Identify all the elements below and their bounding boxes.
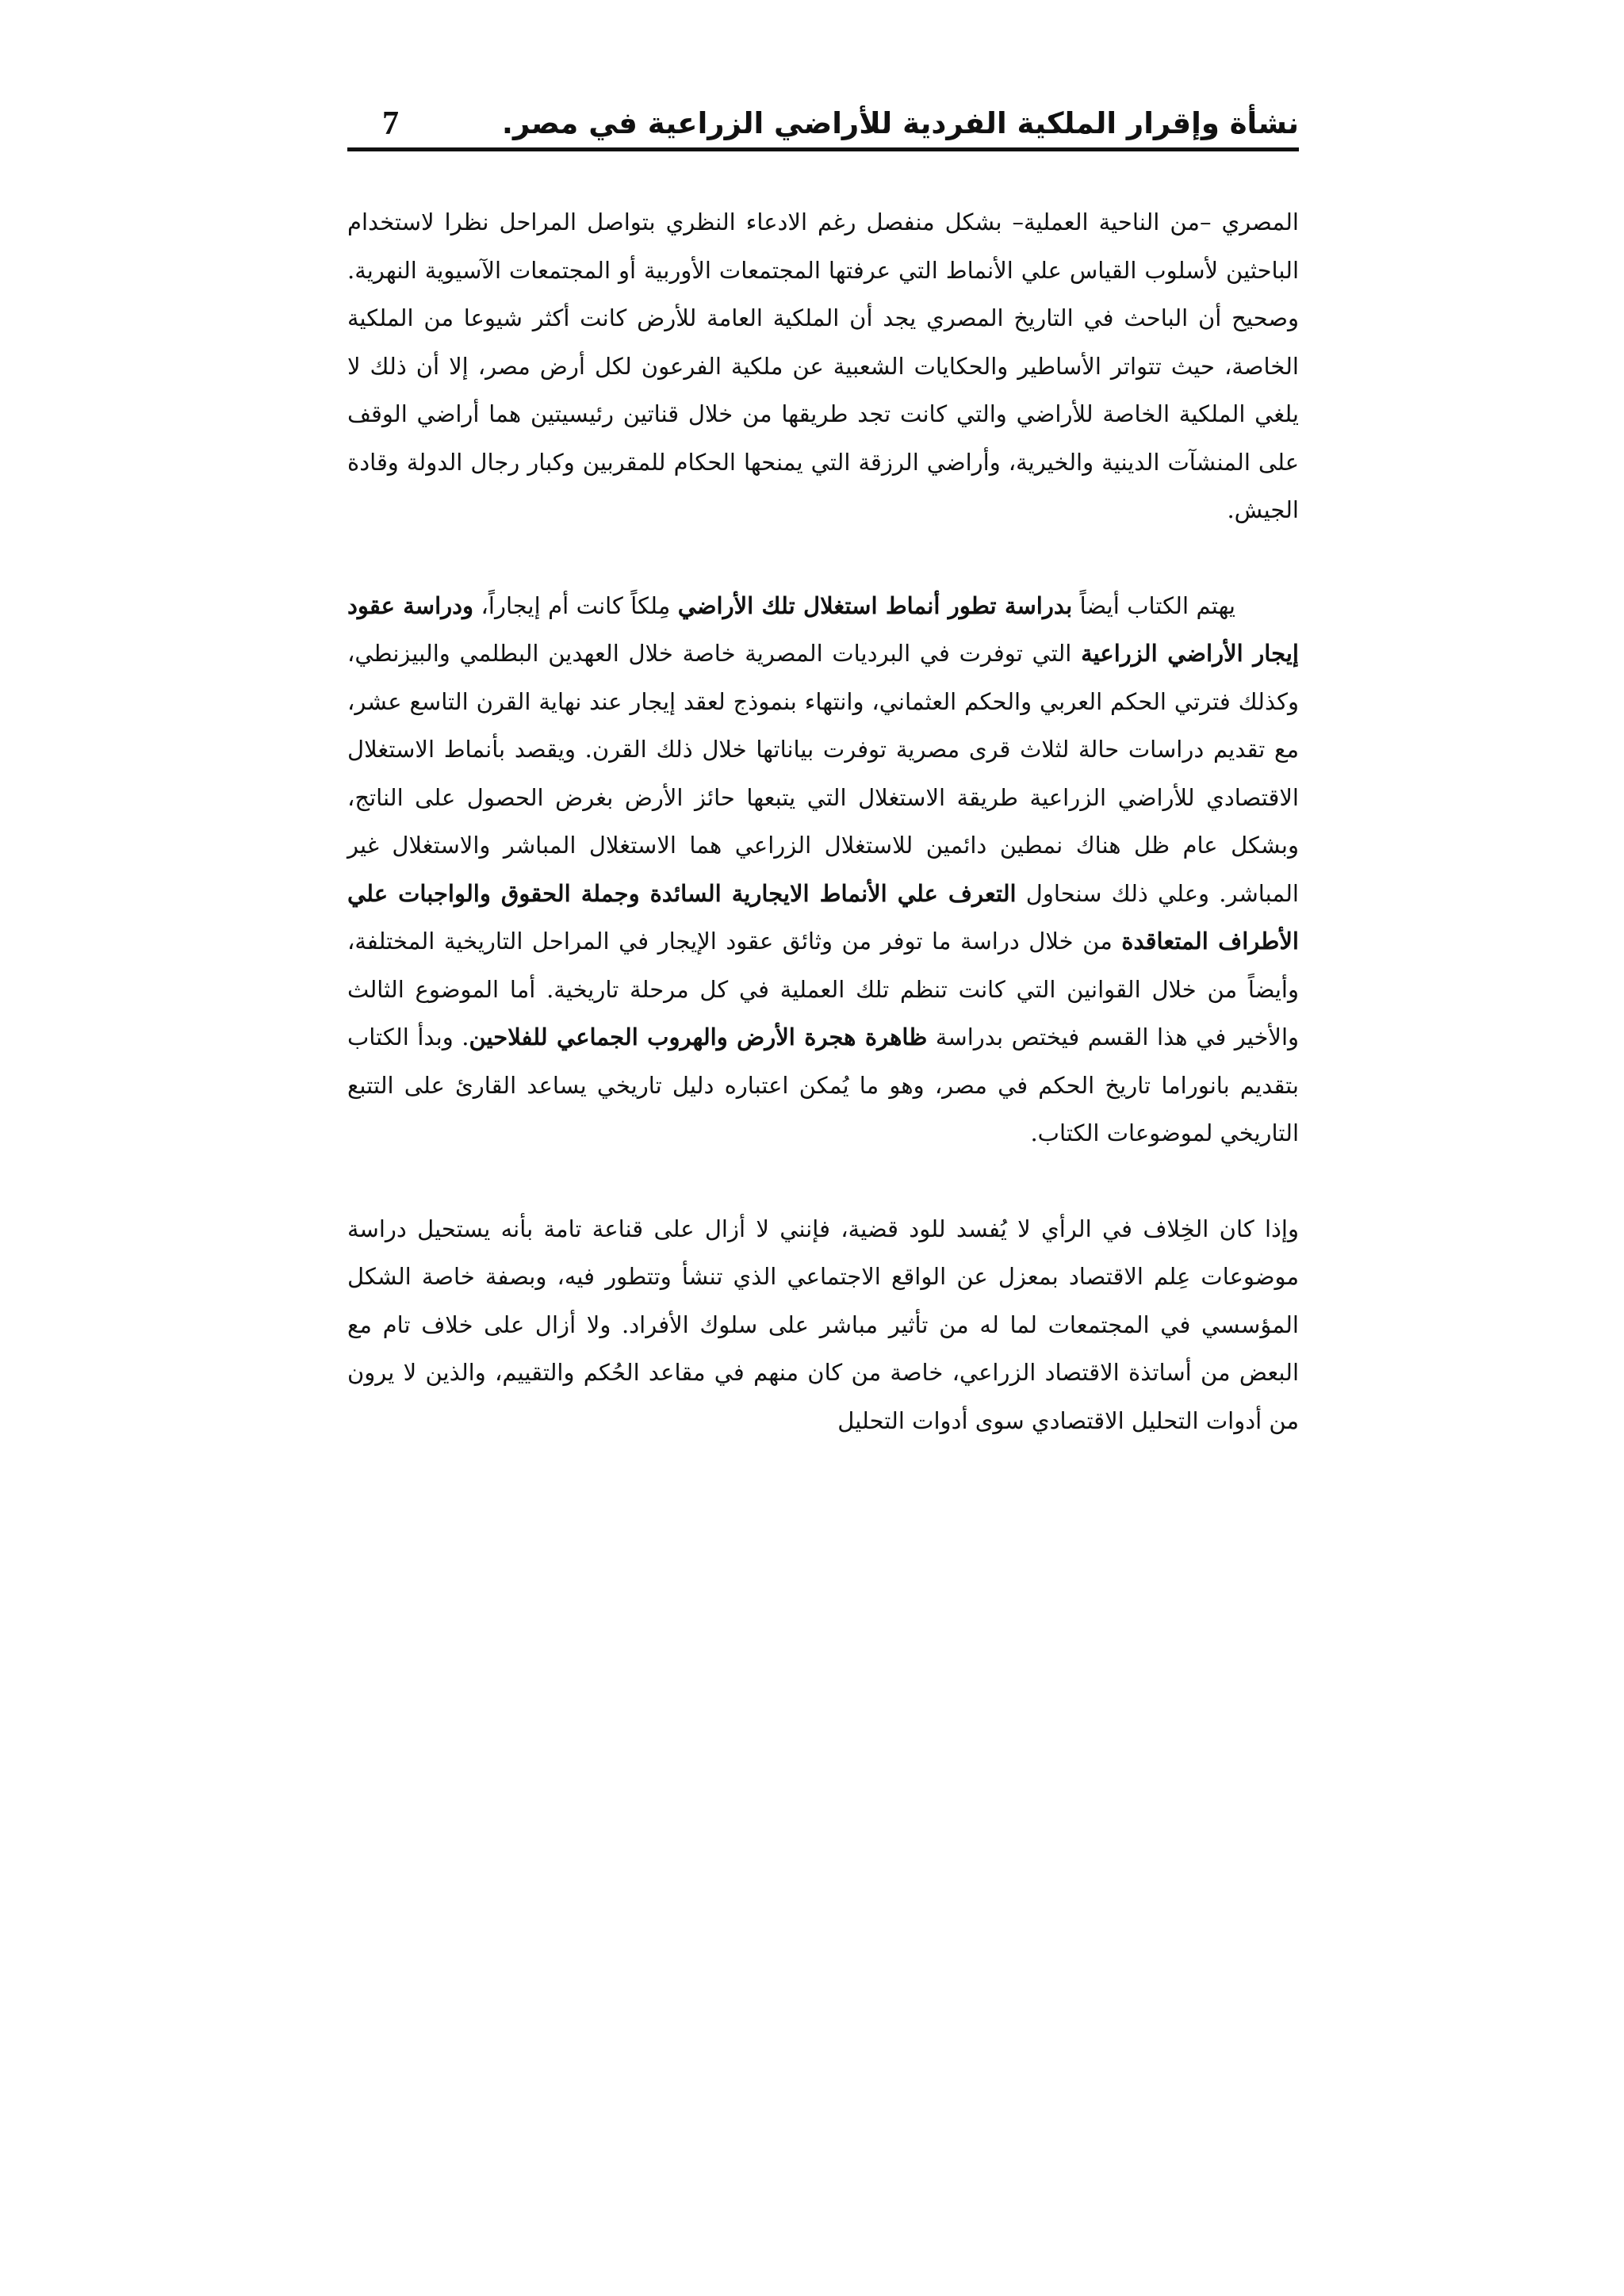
paragraph-3 bbox=[347, 1205, 1299, 1445]
body-text bbox=[347, 198, 1299, 1492]
paragraph-2-segment: التي توفرت في البرديات المصرية خاصة خلال العهدين البطلمي والبيزنطي، وكذلك فترتي الحكم العربي والحكم العثماني، وانتهاء بنموذج لعقد إيجار عند نهاية القرن التاسع عشر، مع تقديم دراسات حالة لثلاث قرى مصرية توفرت بياناتها خلال ذلك القرن. ويقصد بأنماط الاستغلال الاقتصادي للأراضي الزراعية طريقة الاستغلال التي يتبعها حائز الأرض بغرض الحصول على الناتج، وبشكل عام ظل هناك نمطين دائمين للاستغلال الزراعي هما الاستغلال المباشر والاستغلال غير المباشر. وعلي ذلك سنحاول bbox=[347, 640, 1299, 907]
page-number: 7 bbox=[382, 105, 399, 142]
paragraph-2 bbox=[347, 582, 1299, 1158]
paragraph-1 bbox=[347, 198, 1299, 534]
paragraph-2-segment: من خلال دراسة ما توفر من وثائق عقود الإيجار في المراحل التاريخية المختلفة، وأيضاً من خلال القوانين التي كانت تنظم تلك العملية في كل مرحلة تاريخية. أما الموضوع الثالث والأخير في هذا القسم فيختص بدراسة bbox=[347, 928, 1300, 1050]
paragraph-2-bold-phrase: ظاهرة هجرة الأرض والهروب الجماعي للفلاحين bbox=[469, 1024, 928, 1050]
paragraph-3-text: وإذا كان الخِلاف في الرأي لا يُفسد للود قضية، فإنني لا أزال على قناعة تامة بأنه يستحيل دراسة موضوعات عِلم الاقتصاد بمعزل عن الواقع الاجتماعي الذي تنشأ وتتطور فيه، وبصفة خاصة الشكل المؤسسي في المجتمعات لما له من تأثير مباشر على سلوك الأفراد. ولا أزال على خلاف تام مع البعض من أساتذة الاقتصاد الزراعي، خاصة من كان منهم في مقاعد الحُكم والتقييم، والذين لا يرون من أدوات التحليل الاقتصادي سوى أدوات التحليل bbox=[347, 1215, 1299, 1434]
paragraph-2-segment: يهتم الكتاب أيضاً bbox=[1072, 591, 1236, 619]
paragraph-2-segment: . وبدأ الكتاب بتقديم بانوراما تاريخ الحكم في مصر، وهو ما يُمكن اعتباره دليل تاريخي يساعد القارئ على التتبع التاريخي لموضوعات الكتاب. bbox=[347, 1024, 1299, 1146]
paragraph-1-text: المصري –من الناحية العملية– بشكل منفصل رغم الادعاء النظري بتواصل المراحل نظرا لاستخدام الباحثين لأسلوب القياس علي الأنماط التي عرفتها المجتمعات الأوربية أو المجتمعات الآسيوية النهرية. وصحيح أن الباحث في التاريخ المصري يجد أن الملكية العامة للأرض كانت أكثر شيوعا من الملكية الخاصة، حيث تتواتر الأساطير والحكايات الشعبية عن ملكية الفرعون لكل أرض مصر، إلا أن ذلك لا يلغي الملكية الخاصة للأراضي والتي كانت تجد طريقها من خلال قناتين رئيسيتين هما أراضي الوقف على المنشآت الدينية والخيرية، وأراضي الرزقة التي يمنحها الحكام للمقربين وكبار رجال الدولة وقادة الجيش. bbox=[347, 209, 1299, 523]
header-divider bbox=[347, 147, 1299, 151]
paragraph-2-bold-phrase: التعرف علي الأنماط الايجارية السائدة وجملة الحقوق والواجبات علي الأطراف المتعاقدة bbox=[347, 879, 1299, 955]
paragraph-2-bold-phrase: بدراسة تطور أنماط استغلال تلك الأراضي bbox=[677, 591, 1073, 619]
header-title: نشأة وإقرار الملكية الفردية للأراضي الزراعية في مصر. bbox=[501, 106, 1299, 140]
paragraph-2-bold-phrase: ودراسة عقود إيجار الأراضي الزراعية bbox=[347, 591, 1299, 667]
paragraph-2-segment: مِلكاً كانت أم إيجاراً، bbox=[473, 591, 678, 619]
